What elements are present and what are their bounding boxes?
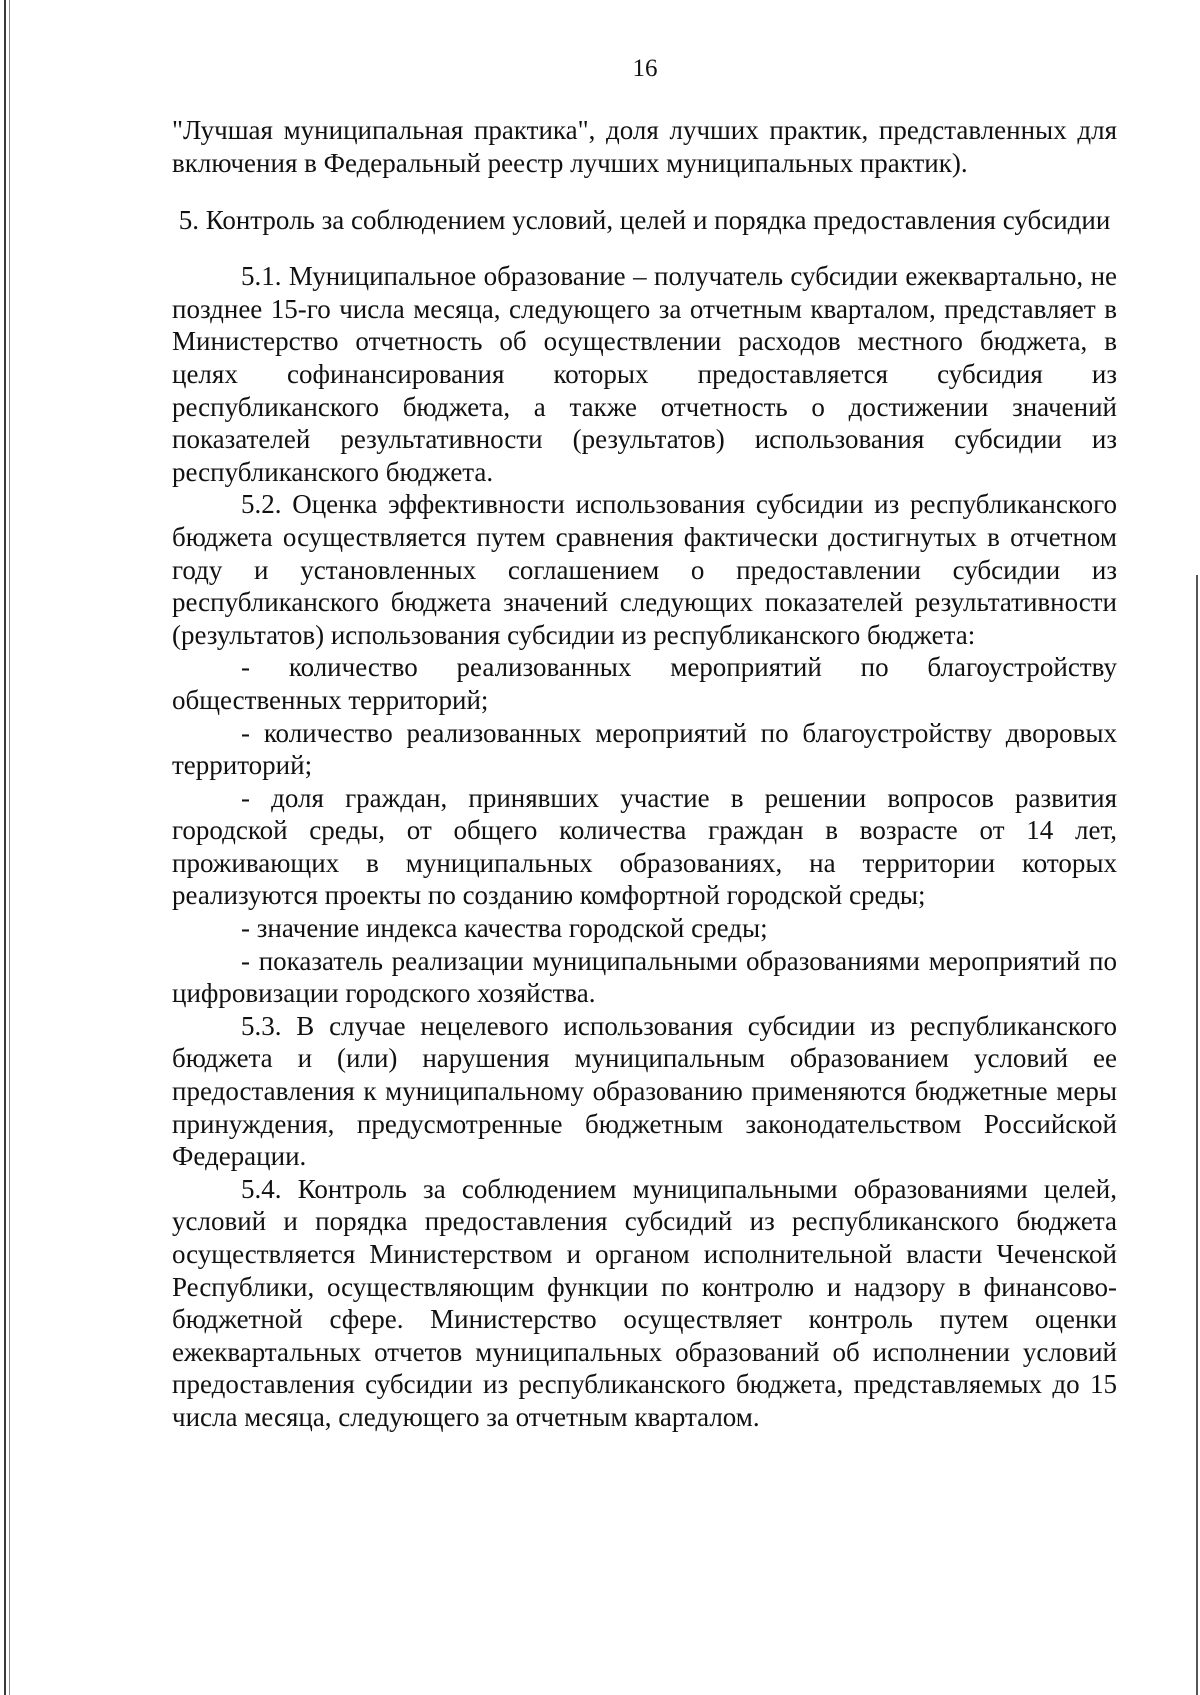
paragraph-5-3: 5.3. В случае нецелевого использования субсидии из республиканского бюджета и (или) нарушения муниципальным образованием условий ее предоставления к муниципальному образованию применяются бюджетные меры принуждения, предусмотренные бюджетным законодательством Российской Федерации. bbox=[172, 1010, 1117, 1172]
list-item: - доля граждан, принявших участие в решении вопросов развития городской среды, от общего количества граждан в возрасте от 14 лет, проживающих в муниципальных образованиях, на территории которых реализуются проекты по созданию комфортной городской среды; bbox=[172, 782, 1117, 911]
scan-edge-line bbox=[4, 0, 6, 1695]
document-body bbox=[172, 114, 1117, 1434]
list-item: - количество реализованных мероприятий по благоустройству дворовых территорий; bbox=[172, 717, 1117, 781]
page-number: 16 bbox=[632, 55, 658, 82]
scan-edge-line bbox=[1196, 575, 1198, 1695]
scan-edge-line bbox=[9, 0, 10, 1695]
section-heading: 5. Контроль за соблюдением условий, целей и порядка предоставления субсидии bbox=[178, 205, 1111, 236]
paragraph-5-2: 5.2. Оценка эффективности использования субсидии из республиканского бюджета осуществляется путем сравнения фактически достигнутых в отчетном году и установленных соглашением о предоставлении субсидии из республиканского бюджета значений следующих показателей результативности (результатов) использования субсидии из республиканского бюджета: bbox=[172, 489, 1117, 650]
paragraph-5-4: 5.4. Контроль за соблюдением муниципальными образованиями целей, условий и порядка предоставления субсидий из республиканского бюджета осуществляется Министерством и органом исполнительной власти Чеченской Республики, осуществляющим функции по контролю и надзору в финансово-бюджетной сфере. Министерство осуществляет контроль путем оценки ежеквартальных отчетов муниципальных образований об исполнении условий предоставления субсидии из республиканского бюджета, представляемых до 15 числа месяца, следующего за отчетным кварталом. bbox=[172, 1173, 1117, 1432]
list-item: - значение индекса качества городской среды; bbox=[241, 913, 768, 944]
list-item: - показатель реализации муниципальными образованиями мероприятий по цифровизации городского хозяйства. bbox=[172, 945, 1117, 1009]
paragraph-5-1: 5.1. Муниципальное образование – получатель субсидии ежеквартально, не позднее 15-го числа месяца, следующего за отчетным кварталом, представляет в Министерство отчетность об осуществлении расходов местного бюджета, в целях софинансирования которых предоставляется субсидия из республиканского бюджета, а также отчетность о достижении значений показателей результативности (результатов) использования субсидии из республиканского бюджета. bbox=[172, 261, 1117, 487]
list-item: - количество реализованных мероприятий по благоустройству общественных территорий; bbox=[172, 652, 1117, 715]
intro-paragraph: "Лучшая муниципальная практика", доля лучших практик, представленных для включения в Федеральный реестр лучших муниципальных практик). bbox=[172, 115, 1117, 178]
